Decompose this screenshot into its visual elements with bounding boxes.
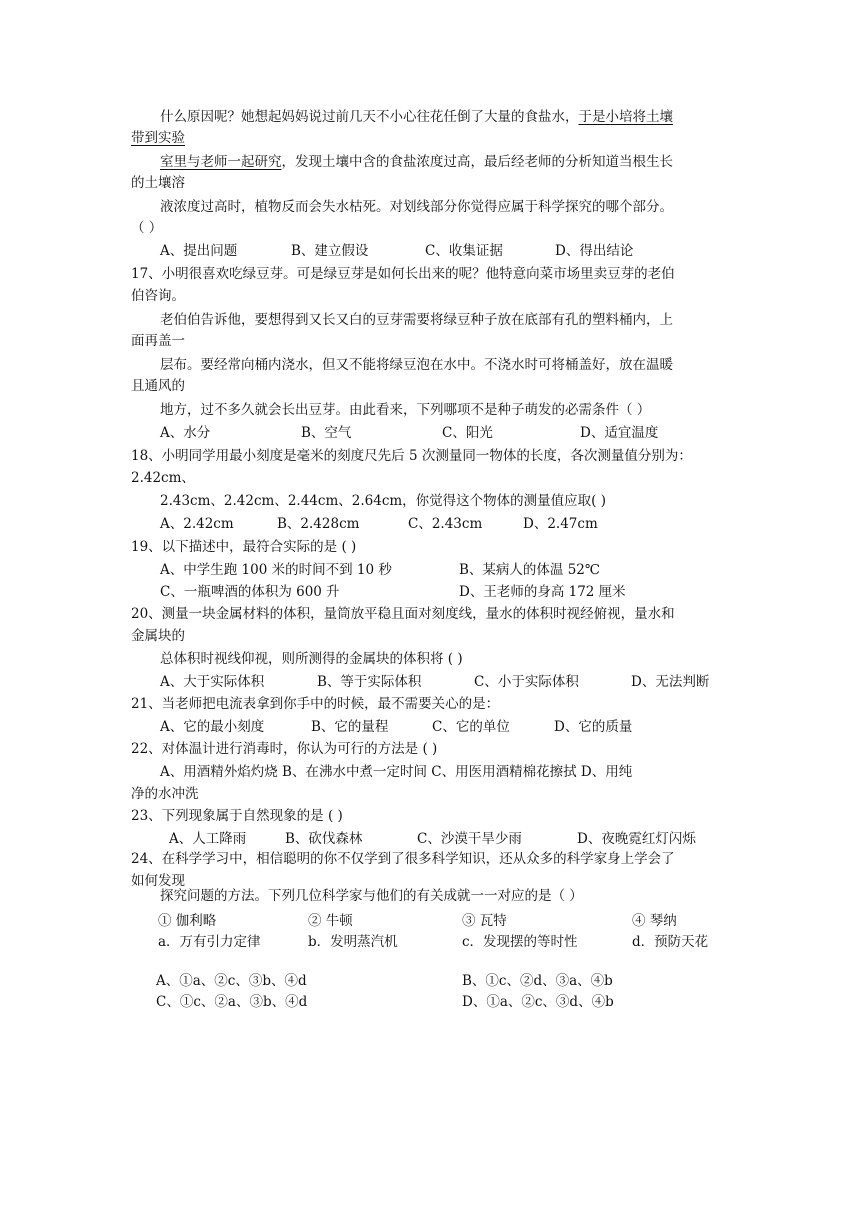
intro-line-1 bbox=[160, 107, 673, 127]
option-a: A、中学生跑 100 米的时间不到 10 秒 bbox=[160, 562, 392, 578]
intro-line-2: 带到实验 bbox=[131, 130, 185, 146]
q17-line-2: 伯咨询。 bbox=[131, 288, 185, 304]
q17-line-4: 面再盖一 bbox=[131, 333, 185, 349]
intro-line-6: （ ） bbox=[131, 220, 163, 236]
q22-options-line-1: A、用酒精外焰灼烧 B、在沸水中煮一定时间 C、用医用酒精棉花擦拭 D、用纯 bbox=[160, 764, 633, 780]
option-b: B、某病人的体温 52℃ bbox=[459, 562, 600, 578]
option-c: C、阳光 bbox=[442, 425, 493, 441]
option-d: D、适宜温度 bbox=[580, 425, 659, 441]
answer-c: C、①c、②a、③b、④d bbox=[156, 994, 308, 1010]
option-d: D、王老师的身高 172 厘米 bbox=[459, 584, 626, 600]
achievement-b: b．发明蒸汽机 bbox=[308, 934, 398, 950]
option-c: C、它的单位 bbox=[432, 719, 510, 735]
scientist-1: ① 伽利略 bbox=[158, 913, 217, 929]
option-d: D、无法判断 bbox=[631, 674, 710, 690]
scientist-2: ② 牛顿 bbox=[308, 913, 353, 929]
q17-line-5: 层布。要经常向桶内浇水，但又不能将绿豆泡在水中。不浇水时可将桶盖好，放在温暖 bbox=[160, 357, 673, 373]
option-b: B、砍伐森林 bbox=[285, 831, 363, 847]
q18-line-3: 2.43cm、2.42cm、2.44cm、2.64cm，你觉得这个物体的测量值应取( ) bbox=[160, 493, 607, 509]
q17-line-1: 17、小明很喜欢吃绿豆芽。可是绿豆芽是如何长出来的呢？他特意向菜市场里卖豆芽的老伯 bbox=[131, 266, 675, 282]
q17-line-3: 老伯伯告诉他，要想得到又长又白的豆芽需要将绿豆种子放在底部有孔的塑料桶内，上 bbox=[160, 312, 673, 328]
q17-line-6: 且通风的 bbox=[131, 378, 185, 394]
q18-line-1: 18、小明同学用最小刻度是毫米的刻度尺先后 5 次测量同一物体的长度，各次测量值分别为： bbox=[131, 448, 692, 464]
option-a: A、提出问题 bbox=[160, 243, 238, 259]
q18-line-2: 2.42cm、 bbox=[131, 470, 195, 486]
option-b: B、空气 bbox=[301, 425, 352, 441]
q21-line-1: 21、当老师把电流表拿到你手中的时候，最不需要关心的是： bbox=[131, 696, 500, 712]
intro-text: 什么原因呢？她想起妈妈说过前几天不小心往花任倒了大量的食盐水， bbox=[160, 109, 579, 125]
q24-line-1: 24、在科学学习中，相信聪明的你不仅学到了很多科学知识，还从众多的科学家身上学会了 bbox=[131, 851, 675, 867]
scientist-3: ③ 瓦特 bbox=[462, 913, 507, 929]
q24-line-3: 探究问题的方法。下列几位科学家与他们的有关成就一一对应的是（ ） bbox=[160, 888, 583, 904]
option-a: A、大于实际体积 bbox=[160, 674, 265, 690]
option-a: A、人工降雨 bbox=[169, 831, 247, 847]
q20-line-3: 总体积时视线仰视，则所测得的金属块的体积将 ( ) bbox=[160, 651, 463, 667]
option-c: C、沙漠干旱少雨 bbox=[417, 831, 522, 847]
intro-line-4: 的土壤溶 bbox=[131, 175, 185, 191]
option-b: B、2.428cm bbox=[277, 516, 360, 532]
underlined-text: 室里与老师一起研究 bbox=[160, 154, 282, 170]
q20-line-1: 20、测量一块金属材料的体积，量筒放平稳且面对刻度线，量水的体积时视经俯视，量水和 bbox=[131, 606, 675, 622]
q17-line-7: 地方，过不多久就会长出豆芽。由此看来，下列哪项不是种子萌发的必需条件（ ） bbox=[160, 402, 651, 418]
underlined-text: 于是小培将土壤 bbox=[578, 109, 673, 125]
option-a: A、它的最小刻度 bbox=[160, 719, 265, 735]
achievement-c: c．发现摆的等时性 bbox=[462, 934, 578, 950]
intro-text: ，发现土壤中含的食盐浓度过高，最后经老师的分析知道当根生长 bbox=[281, 154, 673, 170]
option-c: C、2.43cm bbox=[408, 516, 483, 532]
answer-d: D、①a、②c、③d、④b bbox=[462, 994, 614, 1010]
answer-a: A、①a、②c、③b、④d bbox=[156, 973, 307, 989]
scientist-4: ④ 琴纳 bbox=[632, 913, 677, 929]
option-b: B、它的量程 bbox=[311, 719, 389, 735]
option-d: D、夜晚霓红灯闪烁 bbox=[577, 831, 696, 847]
option-d: D、得出结论 bbox=[555, 243, 634, 259]
intro-line-5: 液浓度过高时，植物反而会失水枯死。对划线部分你觉得应属于科学探究的哪个部分。 bbox=[160, 199, 673, 215]
option-d: D、它的质量 bbox=[554, 719, 633, 735]
option-c: C、小于实际体积 bbox=[474, 674, 579, 690]
q20-line-2: 金属块的 bbox=[131, 628, 185, 644]
intro-line-3 bbox=[160, 152, 673, 172]
option-c: C、一瓶啤酒的体积为 600 升 bbox=[160, 584, 340, 600]
option-c: C、收集证据 bbox=[425, 243, 503, 259]
option-d: D、2.47cm bbox=[523, 516, 598, 532]
q19-line-1: 19、以下描述中，最符合实际的是 ( ) bbox=[131, 539, 357, 555]
option-b: B、等于实际体积 bbox=[317, 674, 422, 690]
option-a: A、水分 bbox=[160, 425, 211, 441]
q22-line-1: 22、对体温计进行消毒时，你认为可行的方法是 ( ) bbox=[131, 741, 438, 757]
q22-options-line-2: 净的水冲洗 bbox=[131, 786, 199, 802]
q23-line-1: 23、下列现象属于自然现象的是 ( ) bbox=[131, 808, 343, 824]
achievement-d: d．预防天花 bbox=[632, 934, 709, 950]
option-a: A、2.42cm bbox=[160, 516, 234, 532]
option-b: B、建立假设 bbox=[291, 243, 369, 259]
achievement-a: a．万有引力定律 bbox=[158, 934, 261, 950]
q24-line-2: 如何发现 bbox=[131, 873, 185, 889]
answer-b: B、①c、②d、③a、④b bbox=[462, 973, 613, 989]
